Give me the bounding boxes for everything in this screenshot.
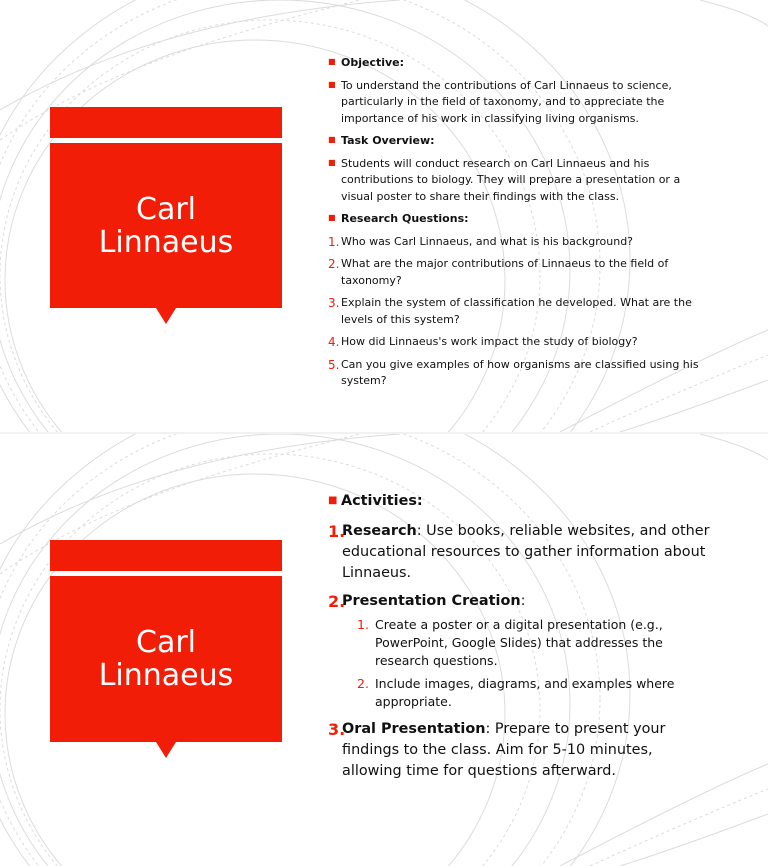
activity-research: 1. Research: Use books, reliable websites, and other educational resources to gather information about Linnaeus. [328, 522, 710, 581]
title-accent-bar [50, 107, 282, 138]
bullet-icon: ■ [328, 57, 336, 66]
title-pointer [156, 742, 176, 758]
bullet-icon: ■ [328, 135, 336, 144]
activities-heading: ■ Activities: [328, 493, 423, 509]
bullet-icon: ■ [328, 213, 336, 222]
activity-oral-presentation: 3. Oral Presentation: Prepare to present your findings to the class. Aim for 5-10 minutes, allowing time for questions afterward. [328, 720, 666, 779]
question-item: 1. Who was Carl Linnaeus, and what is his background? [328, 234, 634, 249]
title-box [50, 143, 282, 308]
slide-title: Carl Linnaeus [98, 191, 234, 260]
sub-item: 2. Include images, diagrams, and examples where appropriate. [357, 676, 675, 709]
questions-heading: ■ Research Questions: [328, 212, 469, 225]
activity-presentation-creation: 2. Presentation Creation: [328, 592, 526, 611]
slide-1-content [328, 55, 713, 390]
objective-text: ■ To understand the contributions of Carl Linnaeus to science, particularly in the field of taxonomy, and to appreciate the importance of his work in classifying living organisms. [328, 78, 672, 125]
objective-heading: ■ Objective: [328, 56, 405, 69]
question-item: 4. How did Linnaeus's work impact the study of biology? [328, 335, 638, 349]
slide-1 [0, 0, 768, 432]
title-accent-bar [50, 540, 282, 571]
question-item: 5. Can you give examples of how organisms are classified using his system? [328, 357, 699, 387]
title-box [50, 576, 282, 742]
bullet-icon: ■ [328, 495, 338, 506]
slide-title: Carl Linnaeus [98, 625, 234, 693]
bullet-icon: ■ [328, 79, 336, 89]
question-item: 3. Explain the system of classification he developed. What are the levels of this system? [328, 296, 692, 326]
title-pointer [156, 308, 176, 324]
sub-item: 1. Create a poster or a digital presentation (e.g., PowerPoint, Google Slides) that addresses the research questions. [357, 617, 663, 668]
task-text: ■ Students will conduct research on Carl Linnaeus and his contributions to biology. They will prepare a presentation or a visual poster to share their findings with the class. [328, 156, 681, 203]
question-item: 2. What are the major contributions of Linnaeus to the field of taxonomy? [328, 257, 669, 287]
slide-2-content [328, 491, 713, 782]
bullet-icon: ■ [328, 157, 336, 167]
task-heading: ■ Task Overview: [328, 134, 435, 147]
